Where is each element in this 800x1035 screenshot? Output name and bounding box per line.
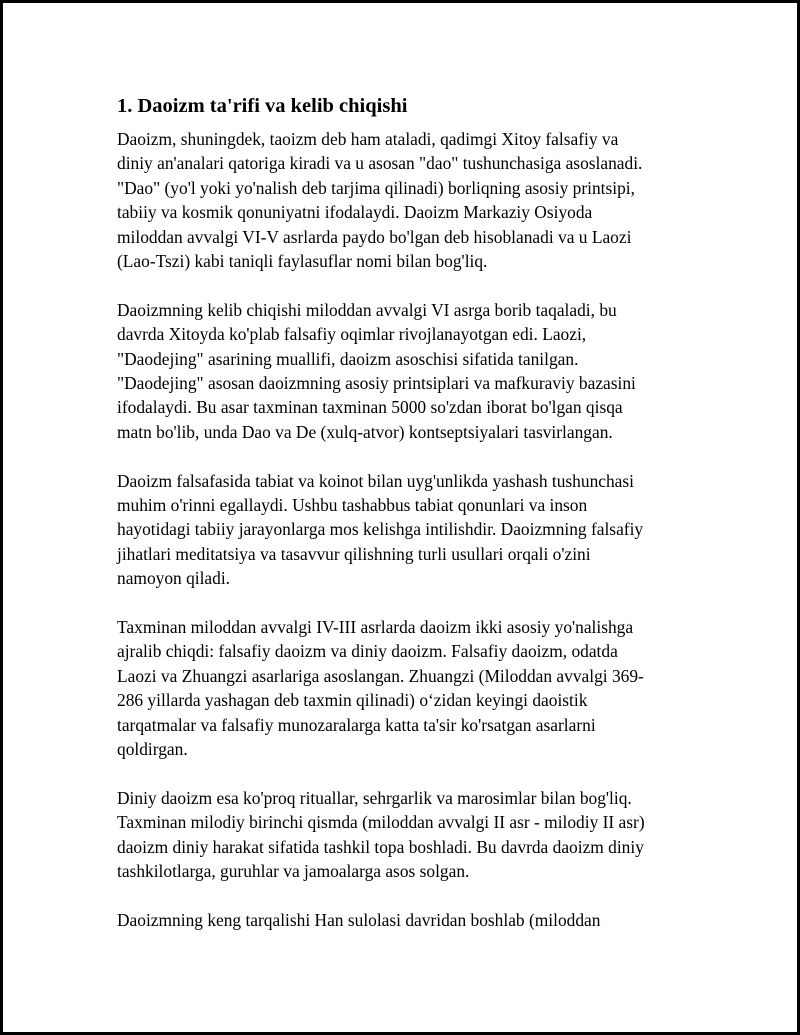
text-line: miloddan avvalgi VI-V asrlarda paydo bo'lgan deb hisoblanadi va u Laozi — [117, 226, 632, 247]
text-line: tabiiy va kosmik qonuniyatni ifodalaydi. Daoizm Markaziy Osiyoda — [117, 202, 593, 223]
text-line: qoldirgan. — [117, 739, 188, 760]
paragraph-religious — [117, 786, 683, 884]
paragraph-origin — [117, 298, 683, 444]
text-line: muhim o'rinni egallaydi. Ushbu tashabbus tabiat qonunlari va inson — [117, 495, 588, 516]
text-line: Diniy daoizm esa ko'proq rituallar, sehrgarlik va marosimlar bilan bog'liq. — [117, 787, 632, 808]
text-line: "Daodejing" asosan daoizmning asosiy printsiplari va mafkuraviy bazasini — [117, 373, 636, 394]
text-line: Daoizm, shuningdek, taoizm deb ham ataladi, qadimgi Xitoy falsafiy va — [117, 129, 619, 149]
paragraph-definition — [117, 127, 683, 273]
text-line: Daoizm falsafasida tabiat va koinot bilan uyg'unlikda yashash tushunchasi — [117, 470, 634, 491]
text-line: tashkilotlarga, guruhlar va jamoalarga asos solgan. — [117, 861, 470, 882]
paragraph-philosophy — [117, 469, 683, 591]
paragraph-spread — [117, 908, 683, 932]
text-line: tarqatmalar va falsafiy munozaralarga katta ta'sir ko'rsatgan asarlarni — [117, 714, 596, 735]
text-line: "Dao" (yo'l yoki yo'nalish deb tarjima qilinadi) borliqning asosiy printsipi, — [117, 177, 635, 198]
text-line: Laozi va Zhuangzi asarlariga asoslangan. Zhuangzi (Miloddan avvalgi 369- — [117, 665, 644, 686]
text-line: ajralib chiqdi: falsafiy daoizm va diniy daoizm. Falsafiy daoizm, odatda — [117, 641, 618, 662]
text-line: matn bo'lib, unda Dao va De (xulq-atvor) kontseptsiyalari tasvirlangan. — [117, 421, 613, 442]
text-line: ifodalaydi. Bu asar taxminan taxminan 5000 so'zdan iborat bo'lgan qisqa — [117, 397, 623, 418]
document-body — [117, 93, 683, 957]
paragraph-branches — [117, 615, 683, 761]
text-line: 286 yillarda yashagan deb taxmin qilinadi) oʻzidan keyingi daoistik — [117, 690, 588, 711]
text-line: diniy an'analari qatoriga kiradi va u asosan "dao" tushunchasiga asoslanadi. — [117, 153, 643, 174]
text-line: (Lao-Tszi) kabi taniqli faylasuflar nomi bilan bog'liq. — [117, 251, 488, 272]
text-line: jihatlari meditatsiya va tasavvur qilishning turli usullari orqali o'zini — [117, 543, 591, 564]
text-line: daoizm diniy harakat sifatida tashkil topa boshladi. Bu davrda daoizm diniy — [117, 836, 644, 857]
text-line: Daoizmning keng tarqalishi Han sulolasi davridan boshlab (miloddan — [117, 909, 601, 930]
text-line: "Daodejing" asarining muallifi, daoizm asoschisi sifatida tanilgan. — [117, 348, 579, 369]
text-line: Taxminan milodiy birinchi qismda (miloddan avvalgi II asr - milodiy II asr) — [117, 812, 645, 833]
text-line: Taxminan miloddan avvalgi IV-III asrlarda daoizm ikki asosiy yo'nalishga — [117, 617, 634, 638]
text-line: davrda Xitoyda ko'plab falsafiy oqimlar rivojlanayotgan edi. Laozi, — [117, 324, 587, 345]
text-line: hayotidagi tabiiy jarayonlarga mos kelishga intilishdir. Daoizmning falsafiy — [117, 519, 644, 540]
text-line: Daoizmning kelib chiqishi miloddan avvalgi VI asrga borib taqaladi, bu — [117, 299, 617, 320]
text-line: namoyon qiladi. — [117, 568, 231, 589]
section-heading: 1. Daoizm ta'rifi va kelib chiqishi — [117, 95, 408, 117]
